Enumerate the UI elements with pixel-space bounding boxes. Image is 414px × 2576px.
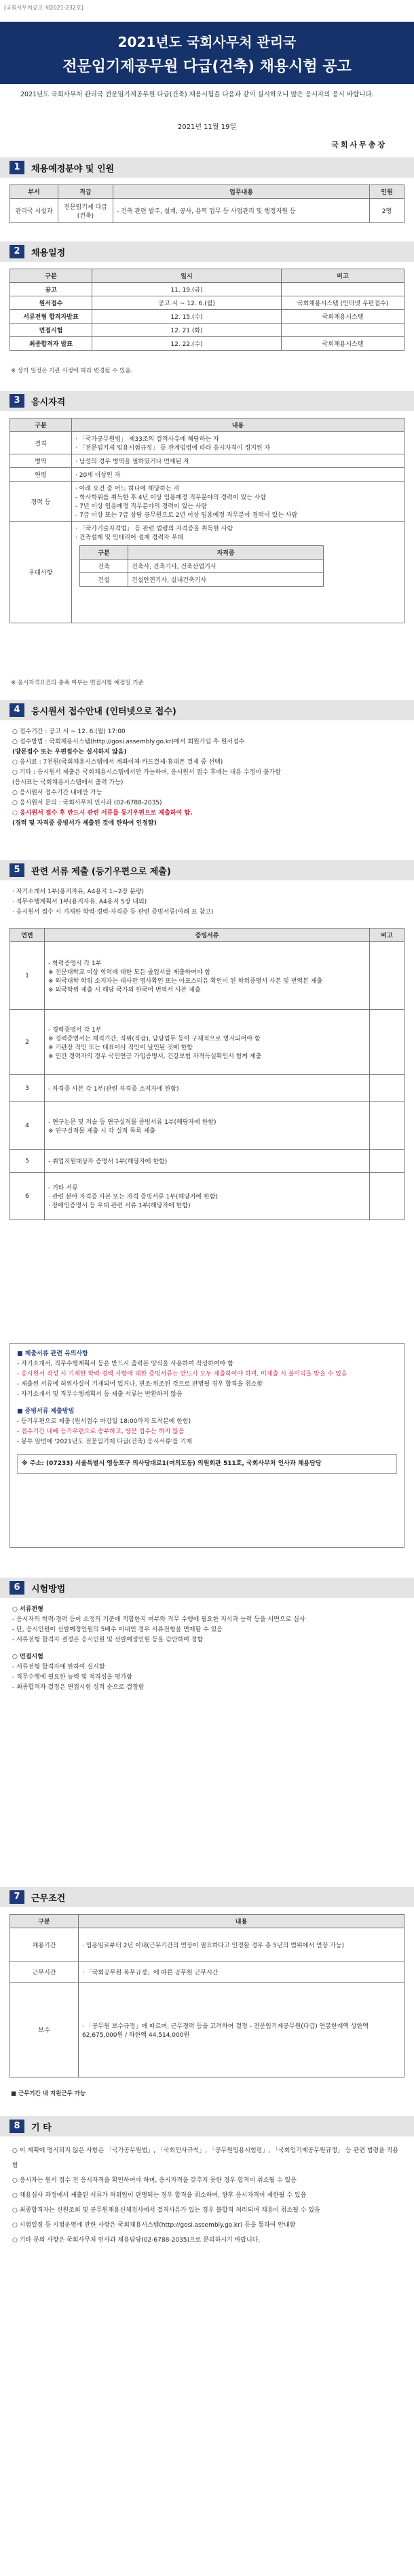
docs-row-note: [370, 942, 404, 1010]
section-7-number: 7: [10, 1890, 24, 1904]
schedule-row-note: [282, 324, 404, 337]
schedule-row-date: 12. 15.(수): [92, 310, 282, 324]
header-line-1: 2021년도 국회사무처 관리국: [117, 34, 297, 50]
exam-line: ○ 면접시험: [12, 1654, 43, 1660]
elig-row-label: 결격: [10, 432, 72, 454]
cond-header-content: 내용: [79, 1915, 404, 1928]
schedule-row-date: 공고 시 ~ 12. 6.(월): [92, 296, 282, 310]
cond-row-content: · 「국회공무원 복무규정」에 따른 공무원 근무시간: [79, 1962, 404, 1983]
schedule-header-date: 일시: [92, 269, 282, 283]
submission-notice-content: [17, 1349, 397, 1474]
notice-line: - 자기소개서 및 직무수행계획서 등 제출 서류는 반환하지 않음: [17, 1391, 183, 1398]
misc-content: [12, 2143, 403, 2248]
submission-notice-box: [10, 1343, 404, 1548]
exam-line: - 단, 응시인원이 선발예정인원의 5배수 이내인 경우 서류전형을 면제할 수 있음: [12, 1626, 223, 1633]
recruit-count: 2명: [370, 199, 404, 223]
application-line: (경력 및 자격증 증빙서가 제출된 것에 한하여 인정함): [12, 820, 157, 827]
misc-line: ○ 시험일정 등 시험운영에 관한 사항은 국회채용시스템(http://gosi.assembly.go.kr) 등을 통하여 안내함: [12, 2222, 296, 2229]
recruit-header-grade: 직급: [58, 185, 113, 199]
schedule-row-label: 면접시험: [10, 324, 92, 337]
elig-header-type: 구분: [10, 418, 72, 432]
cond-row-label: 근무시간: [10, 1962, 79, 1983]
exam-line: - 응시자의 학력·경력 등이 소정의 기준에 적합한지 여부와 직무 수행에 필요한 지식과 능력 등을 서면으로 심사: [12, 1616, 305, 1623]
exam-line: - 최종합격자 결정은 면접시험 성적 순으로 결정함: [12, 1684, 145, 1691]
docs-row-content: - 연구논문 및 저술 등 연구실적물 증빙서류 1부(해당자에 한함) ※ 연구실적물 제출 시 각 실적 목록 제출: [45, 1102, 370, 1150]
section-4-header: [0, 700, 414, 720]
pref-cert-table: [79, 545, 324, 587]
misc-line: ○ 이 계획에 명시되지 않은 사항은 「국가공무원법」, 「국회인사규칙」, 「공무원임용시험령」, 「국회임기제공무원규정」 등 관련 법령을 적용함: [12, 2147, 399, 2169]
docs-row-no: 3: [10, 1075, 45, 1102]
documents-line: · 직무수행계획서 1부(용지자유, A4용지 5장 내외): [12, 899, 147, 905]
section-4-number: 4: [10, 703, 24, 717]
docs-row-note: [370, 1102, 404, 1150]
schedule-row-label: 최종합격자 발표: [10, 337, 92, 351]
docs-row-no: 4: [10, 1102, 45, 1150]
application-line: ○ 응시원서 문의 : 국회사무처 인사과 (02-6788-2035): [12, 800, 162, 806]
docs-row-content: - 경력증명서 각 1부 ※ 경력증명서는 재직기간, 직위(직급), 담당업무 등이 구체적으로 명시되어야 함 ※ 기관장 직인 또는 대표이사 직인이 날인된 것에 한함 ※ 민간 경력자의 경우 국민연금 가입증명서, 건강보험 자격득실확인서 함께 제출: [45, 1010, 370, 1075]
recruit-duties: - 건축 관련 발주, 설계, 공사, 용역 업무 등 사업관리 및 행정지원 등: [113, 199, 370, 223]
elig-pref-cell: [72, 522, 404, 623]
misc-line: ○ 응시자는 원서 접수 전 응시자격을 확인하여야 하며, 응시자격을 갖추지 못한 경우 합격이 취소될 수 있음: [12, 2177, 297, 2184]
conditions-note: ■ 근무기간 내 지원근무 가능: [11, 2090, 86, 2097]
docs-row-note: [370, 1075, 404, 1102]
schedule-row-note: 국회채용시스템: [282, 310, 404, 324]
section-8-number: 8: [10, 2120, 24, 2133]
application-line: ○ 접수방법 : 국회채용시스템(http://gosi.assembly.go.kr)에서 회원가입 후 원서접수: [12, 739, 245, 745]
schedule-row-note: 국회채용시스템: [282, 337, 404, 351]
application-line: ○ 응시료 : 7천원(국회채용시스템에서 계좌이체·카드결제·휴대폰 결제 중 선택): [12, 759, 223, 766]
pref-row-cert: 건설안전기사, 실내건축기사: [128, 573, 324, 587]
elig-row-label: 경력 등: [10, 482, 72, 522]
section-8-title: 기 타: [31, 2123, 52, 2133]
notice-spacer: [17, 1400, 397, 1407]
elig-header-content: 내용: [72, 418, 404, 432]
docs-row-no: 5: [10, 1150, 45, 1173]
application-line: ○ 접수기간 : 공고 시 ~ 12. 6.(월) 17:00: [12, 728, 126, 735]
section-1-header: [0, 157, 414, 178]
recruit-dept: 관리국 시설과: [10, 199, 58, 223]
schedule-header-type: 구분: [10, 269, 92, 283]
schedule-note: ※ 상기 일정은 기관 사정에 따라 변경될 수 있음.: [11, 368, 133, 374]
section-5-title: 관련 서류 제출 (등기우편으로 제출): [31, 867, 171, 877]
notice-line: - 등기우편으로 제출 (원서접수 마감일 18:00까지 도착분에 한함): [17, 1418, 191, 1425]
notice-line-emph: - 접수기간 내에 등기우편으로 송부하고, 방문 접수는 하지 않음: [17, 1428, 185, 1435]
docs-header-no: 연번: [10, 929, 45, 942]
section-6-number: 6: [10, 1581, 24, 1595]
schedule-table: [10, 269, 404, 351]
misc-line: ○ 최종합격자는 신원조회 및 공무원채용신체검사에서 결격사유가 있는 경우 불합격 처리되며 채용이 취소될 수 있음: [12, 2207, 320, 2214]
schedule-row-label: 원서접수: [10, 296, 92, 310]
docs-row-content: - 기타 서류 · 관련 분야 자격증 사본 또는 자격 증빙서류 1부(해당자에 한함) · 장애인증명서 등 우대 관련 서류 1부(해당자에 한함): [45, 1173, 370, 1220]
cond-row-content: · 「공무원 보수규정」에 따르며, 근무경력 등을 고려하여 결정 - 전문임기제공무원(다급) 연봉한계액 상한액 62,675,000원 / 하한액 44,514,000원: [79, 1983, 404, 2077]
exam-line: [12, 1645, 403, 1652]
notice-line-emph: - 응시원서 작성 시 기재한 학력·경력 사항에 대한 증빙서류는 반드시 모두 제출하여야 하며, 미제출 시 불이익을 받을 수 있음: [17, 1371, 347, 1378]
notice-line: - 자기소개서, 직무수행계획서 등은 반드시 출력본 양식을 사용하여 작성하여야 함: [17, 1361, 233, 1367]
schedule-row-note: 국회채용시스템 (인터넷 우편접수): [282, 296, 404, 310]
section-2-title: 채용일정: [31, 248, 66, 258]
recruit-grade: 전문임기제 다급(건축): [58, 199, 113, 223]
pref-row-type: 건축: [80, 560, 128, 573]
elig-row-label: 우대사항: [10, 522, 72, 623]
cond-header-type: 구분: [10, 1915, 79, 1928]
intro-paragraph: 2021년도 국회사무처 관리국 전문임기제공무원 다급(건축) 채용시험을 다음과 같이 실시하오니 많은 응시자의 응시 바랍니다.: [20, 91, 374, 98]
exam-line: - 직무수행에 필요한 능력 및 적격성을 평가함: [12, 1674, 132, 1681]
section-5-number: 5: [10, 863, 24, 877]
cond-row-label: 채용기간: [10, 1928, 79, 1962]
elig-row-content: · 「국가기술자격법」 등 관련 법령의 자격증을 취득한 사람 · 건축설계 및 인테리어 설계 경력자 우대: [75, 526, 233, 541]
eligibility-table: [10, 418, 404, 623]
docs-row-content: - 학력증명서 각 1부 ※ 전문대학교 이상 학력에 대한 모든 졸업서를 제출하여야 함 ※ 외국대학 학위 소지자는 대사관 영사확인 또는 아포스티유 확인이 된 학위증명서 사본 및 번역본 제출 ※ 외국학위 제출 시 해당 국가의 한국어 번역서 사본 제출: [45, 942, 370, 1010]
schedule-row-date: 12. 22.(수): [92, 337, 282, 351]
schedule-row-label: 서류전형 합격자발표: [10, 310, 92, 324]
pref-row-type: 건설: [80, 573, 128, 587]
section-4-title: 응시원서 접수안내 (인터넷으로 접수): [31, 707, 176, 717]
eligibility-note: ※ 응시자격요건의 충족 여부는 면접시험 예정일 기준: [11, 680, 144, 686]
section-6-title: 시험방법: [31, 1584, 66, 1595]
application-line: ○ 기타 : 응시원서 제출은 국회채용시스템에서만 가능하며, 응시원서 접수 후에는 내용 수정이 불가함: [12, 769, 281, 776]
elig-row-label: 병역: [10, 454, 72, 468]
docs-row-no: 2: [10, 1010, 45, 1075]
docs-header-docs: 증빙서류: [45, 929, 370, 942]
notice-title: ■ 제출서류 관련 유의사항: [17, 1350, 88, 1357]
elig-row-content: · 「국가공무원법」 제33조의 결격사유에 해당하는 자 · 「전문임기제 임용시험규정」 등 관계법령에 따라 응시자격이 정지된 자: [72, 432, 404, 454]
elig-row-content: · 남성의 경우 병역을 필하였거나 면제된 자: [72, 454, 404, 468]
conditions-table: [10, 1914, 404, 2077]
elig-row-content: · 아래 요건 중 어느 하나에 해당하는 자 - 학사학위를 취득한 후 4년 이상 임용예정 직무분야의 경력이 있는 사람 - 7년 이상 임용예정 직무분야의 경력이 있는 사람 - 7급 이상 또는 7급 상당 공무원으로 2년 이상 임용예정 직무분야 경력이 있는 사람: [72, 482, 404, 522]
schedule-row-label: 공고: [10, 283, 92, 296]
section-3-header: [0, 391, 414, 411]
notice-date: 2021년 11월 19일: [177, 123, 237, 131]
section-1-number: 1: [10, 161, 24, 174]
section-5-header: [0, 860, 414, 880]
documents-line: · 응시원서 접수 시 기재한 학력·경력·자격증 등 관련 증빙서류(아래 표 참고): [12, 909, 214, 916]
pref-header-cert: 자격증: [128, 546, 324, 560]
section-2-number: 2: [10, 245, 24, 258]
docs-row-content: - 자격증 사본 각 1부(관련 자격증 소지자에 한함): [45, 1075, 370, 1102]
application-line: (방문접수 또는 우편접수는 실시하지 않음): [12, 749, 127, 756]
application-warning: ○ 응시원서 접수 후 반드시 관련 서류를 등기우편으로 제출하여 함.: [12, 810, 193, 817]
docs-header-note: 비고: [370, 929, 404, 942]
notice-line: - 제출된 서류에 허위사실이 기재되어 있거나, 변조·위조된 것으로 판명될 경우 합격을 취소함: [17, 1381, 263, 1388]
documents-line: · 자기소개서 1부(용지자유, A4용지 1~2장 분량): [12, 889, 145, 895]
recruitment-table: [10, 184, 404, 223]
cond-row-label: 보수: [10, 1983, 79, 2077]
cond-row-content: · 임용일로부터 2년 이내(근무기간의 연장이 필요하다고 인정할 경우 총 5년의 범위에서 연장 가능): [79, 1928, 404, 1962]
exam-method-content: [12, 1605, 403, 1693]
section-3-title: 응시자격: [31, 397, 66, 408]
schedule-row-date: 11. 19.(금): [92, 283, 282, 296]
documents-table: [10, 928, 404, 1220]
docs-row-note: [370, 1010, 404, 1075]
exam-line: ○ 서류전형: [12, 1606, 43, 1613]
section-3-number: 3: [10, 394, 24, 408]
notice-header-banner: [0, 22, 414, 84]
notice-reference-number: [국회사무처공고 제2021-232호]: [4, 5, 83, 11]
mailing-address: ※ 주소: (07233) 서울특별시 영등포구 의사당대로1(여의도동) 의원회관 511호, 국회사무처 인사과 채용담당: [17, 1454, 397, 1474]
application-info: [12, 727, 403, 829]
docs-row-note: [370, 1173, 404, 1220]
section-6-header: [0, 1578, 414, 1598]
section-7-title: 근무조건: [31, 1894, 66, 1904]
docs-row-content: - 취업지원대상자 증명서 1부(해당자에 한함): [45, 1150, 370, 1173]
recruit-header-duties: 업무내용: [113, 185, 370, 199]
recruit-header-count: 인원: [370, 185, 404, 199]
docs-row-no: 1: [10, 942, 45, 1010]
documents-intro: [12, 887, 403, 918]
recruit-header-dept: 부서: [10, 185, 58, 199]
notice-line: - 봉투 앞면에 '2021년도 전문임기제 다급(건축) 응시서류'를 기재: [17, 1439, 193, 1445]
docs-row-note: [370, 1150, 404, 1173]
section-1-title: 채용예정분야 및 인원: [31, 164, 115, 174]
pref-row-cert: 건축사, 건축기사, 건축산업기사: [128, 560, 324, 573]
schedule-row-date: 12. 21.(화): [92, 324, 282, 337]
elig-row-content: · 20세 이상인 자: [72, 468, 404, 482]
misc-line: ○ 채용심사 과정에서 제출된 서류가 허위임이 판명되는 경우 합격을 취소하며, 향후 응시자격이 제한될 수 있음: [12, 2192, 307, 2199]
schedule-row-note: [282, 283, 404, 296]
section-7-header: [0, 1887, 414, 1907]
exam-line: - 서류전형 합격자에 한하여 실시함: [12, 1664, 105, 1671]
docs-row-no: 6: [10, 1173, 45, 1220]
application-line: (응시표는 국회채용시스템에서 출력 가능): [12, 779, 124, 786]
pref-header-type: 구분: [80, 546, 128, 560]
schedule-header-note: 비고: [282, 269, 404, 283]
elig-row-label: 연령: [10, 468, 72, 482]
header-line-2: 전문임기제공무원 다급(건축) 채용시험 공고: [62, 58, 352, 75]
section-8-header: [0, 2116, 414, 2136]
application-line: ○ 응시원서 접수기간 내에만 가능: [12, 789, 102, 796]
misc-line: ○ 기타 문의 사항은 국회사무처 인사과 채용담당(02-6788-2035)으로 문의하시기 바랍니다.: [12, 2237, 261, 2244]
issuing-organization: 국회사무총장: [331, 140, 387, 149]
notice-title: ■ 증빙서류 제출방법: [17, 1408, 75, 1415]
section-2-header: [0, 241, 414, 262]
exam-line: - 서류전형 합격자 결정은 응시인원 및 선발예정인원 등을 감안하여 정함: [12, 1637, 204, 1643]
